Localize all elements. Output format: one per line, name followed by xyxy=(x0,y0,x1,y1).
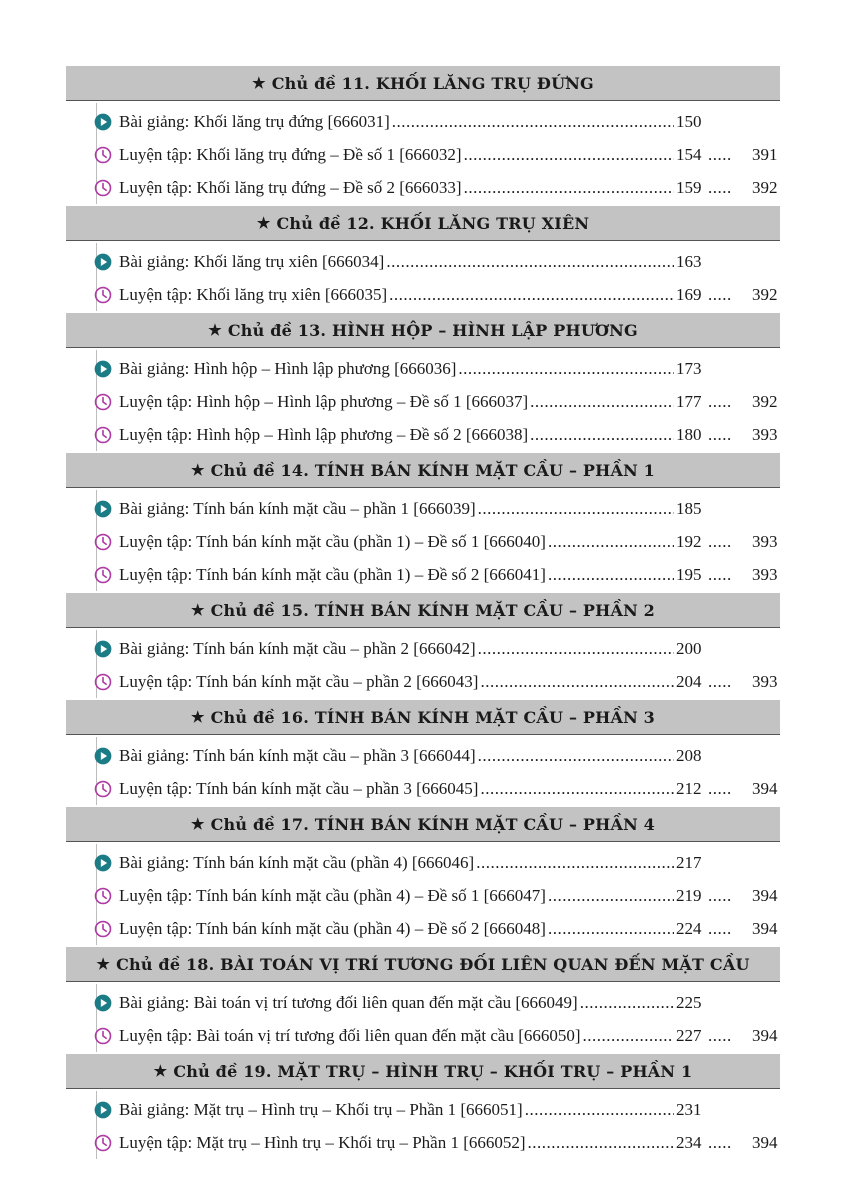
answer-dot-leader: ..... xyxy=(708,144,732,164)
toc-entry[interactable] xyxy=(66,632,780,665)
page-number: 219 xyxy=(676,885,702,905)
dot-leader xyxy=(530,392,674,412)
dot-leader xyxy=(478,499,674,519)
section-header xyxy=(66,313,780,348)
section-entries xyxy=(66,628,780,700)
section-title: Chủ đề 18. BÀI TOÁN VỊ TRÍ TƯƠNG ĐỐI LIÊN QUAN ĐẾN MẶT CẦU xyxy=(116,954,750,974)
answer-dot-leader: ..... xyxy=(708,424,732,444)
star-icon: ★ xyxy=(256,214,271,232)
section-title: Chủ đề 13. HÌNH HỘP – HÌNH LẬP PHƯƠNG xyxy=(227,320,638,340)
entry-title: Bài giảng: Tính bán kính mặt cầu – phần 2 [666042] xyxy=(119,638,476,658)
dot-leader xyxy=(464,145,674,165)
answer-dot-leader: ..... xyxy=(708,1025,732,1045)
dot-leader xyxy=(478,746,674,766)
clock-icon xyxy=(94,887,112,905)
toc-entry[interactable] xyxy=(66,912,780,945)
answer-page-number: 393 xyxy=(752,424,778,444)
dot-leader xyxy=(389,285,674,305)
page-number: 225 xyxy=(676,992,702,1012)
clock-icon xyxy=(94,920,112,938)
dot-leader xyxy=(530,425,674,445)
page-number: 150 xyxy=(676,111,702,131)
dot-leader xyxy=(458,359,674,379)
dot-leader xyxy=(548,919,674,939)
toc-entry[interactable] xyxy=(66,352,780,385)
answer-dot-leader: ..... xyxy=(708,778,732,798)
answer-dot-leader: ..... xyxy=(708,1132,732,1152)
answer-dot-leader: ..... xyxy=(708,177,732,197)
entry-title: Luyện tập: Bài toán vị trí tương đối liên quan đến mặt cầu [666050] xyxy=(119,1025,581,1045)
clock-icon xyxy=(94,780,112,798)
section-entries xyxy=(66,101,780,206)
section-header xyxy=(66,700,780,735)
answer-page-number: 392 xyxy=(752,177,778,197)
entry-title: Luyện tập: Tính bán kính mặt cầu (phần 1) – Đề số 2 [666041] xyxy=(119,564,546,584)
clock-icon xyxy=(94,1134,112,1152)
page-number: 180 xyxy=(676,424,702,444)
star-icon: ★ xyxy=(190,461,205,479)
star-icon: ★ xyxy=(190,708,205,726)
dot-leader xyxy=(464,178,674,198)
answer-dot-leader: ..... xyxy=(708,564,732,584)
toc-entry[interactable] xyxy=(66,278,780,311)
dot-leader xyxy=(525,1100,674,1120)
dot-leader xyxy=(476,853,674,873)
answer-page-number: 394 xyxy=(752,885,778,905)
page-number: 177 xyxy=(676,391,702,411)
answer-page-number: 393 xyxy=(752,531,778,551)
play-circle-icon xyxy=(94,360,112,378)
dot-leader xyxy=(528,1133,674,1153)
answer-dot-leader: ..... xyxy=(708,671,732,691)
section-title: Chủ đề 15. TÍNH BÁN KÍNH MẶT CẦU – PHẦN 2 xyxy=(210,600,656,620)
section-header xyxy=(66,807,780,842)
entry-title: Bài giảng: Tính bán kính mặt cầu (phần 4) [666046] xyxy=(119,852,475,872)
toc-entry[interactable] xyxy=(66,665,780,698)
dot-leader xyxy=(392,112,674,132)
star-icon: ★ xyxy=(208,321,222,339)
entry-title: Luyện tập: Tính bán kính mặt cầu – phần 3 [666045] xyxy=(119,778,479,798)
clock-icon xyxy=(94,179,112,197)
section-header xyxy=(66,66,780,101)
clock-icon xyxy=(94,673,112,691)
answer-page-number: 394 xyxy=(752,918,778,938)
entry-title: Luyện tập: Hình hộp – Hình lập phương – Đề số 1 [666037] xyxy=(119,391,529,411)
section-header xyxy=(66,947,780,982)
entry-title: Bài giảng: Bài toán vị trí tương đối liên quan đến mặt cầu [666049] xyxy=(119,992,578,1012)
star-icon: ★ xyxy=(190,815,205,833)
play-circle-icon xyxy=(94,253,112,271)
star-icon: ★ xyxy=(190,601,205,619)
toc-entry[interactable] xyxy=(66,986,780,1019)
entry-title: Luyện tập: Khối lăng trụ đứng – Đề số 2 [666033] xyxy=(119,177,462,197)
section-title: Chủ đề 11. KHỐI LĂNG TRỤ ĐỨNG xyxy=(271,73,594,93)
page-number: 208 xyxy=(676,745,702,765)
answer-page-number: 394 xyxy=(752,778,778,798)
dot-leader xyxy=(548,565,674,585)
toc-entry[interactable] xyxy=(66,1019,780,1052)
toc-entry[interactable] xyxy=(66,846,780,879)
answer-dot-leader: ..... xyxy=(708,918,732,938)
page-number: 173 xyxy=(676,358,702,378)
page-number: 163 xyxy=(676,251,702,271)
dot-leader xyxy=(480,672,674,692)
section-entries xyxy=(66,1089,780,1161)
toc-entry[interactable] xyxy=(66,525,780,558)
answer-dot-leader: ..... xyxy=(708,531,732,551)
toc-entry[interactable] xyxy=(66,138,780,171)
entry-title: Bài giảng: Tính bán kính mặt cầu – phần 3 [666044] xyxy=(119,745,476,765)
answer-dot-leader: ..... xyxy=(708,284,732,304)
page-number: 234 xyxy=(676,1132,702,1152)
page-number: 217 xyxy=(676,852,702,872)
play-circle-icon xyxy=(94,113,112,131)
answer-page-number: 393 xyxy=(752,564,778,584)
section-title: Chủ đề 14. TÍNH BÁN KÍNH MẶT CẦU – PHẦN 1 xyxy=(210,460,656,480)
page-number: 185 xyxy=(676,498,702,518)
section-entries xyxy=(66,735,780,807)
page-number: 224 xyxy=(676,918,702,938)
entry-title: Luyện tập: Khối lăng trụ đứng – Đề số 1 [666032] xyxy=(119,144,462,164)
section-entries xyxy=(66,241,780,313)
dot-leader xyxy=(548,532,674,552)
section-entries xyxy=(66,348,780,453)
entry-title: Luyện tập: Tính bán kính mặt cầu (phần 4) – Đề số 1 [666047] xyxy=(119,885,546,905)
answer-page-number: 394 xyxy=(752,1025,778,1045)
entry-title: Bài giảng: Khối lăng trụ đứng [666031] xyxy=(119,111,390,131)
page-number: 159 xyxy=(676,177,702,197)
page-number: 192 xyxy=(676,531,702,551)
answer-page-number: 392 xyxy=(752,284,778,304)
section-title: Chủ đề 12. KHỐI LĂNG TRỤ XIÊN xyxy=(276,213,590,233)
entry-title: Luyện tập: Tính bán kính mặt cầu (phần 4) – Đề số 2 [666048] xyxy=(119,918,546,938)
toc-entry[interactable] xyxy=(66,418,780,451)
section-entries xyxy=(66,488,780,593)
toc-entry[interactable] xyxy=(66,772,780,805)
toc-entry[interactable] xyxy=(66,492,780,525)
section-entries xyxy=(66,842,780,947)
section-header xyxy=(66,593,780,628)
play-circle-icon xyxy=(94,747,112,765)
dot-leader xyxy=(386,252,674,272)
star-icon: ★ xyxy=(96,955,111,973)
section-header xyxy=(66,453,780,488)
answer-page-number: 394 xyxy=(752,1132,778,1152)
toc-entry[interactable] xyxy=(66,739,780,772)
play-circle-icon xyxy=(94,500,112,518)
clock-icon xyxy=(94,533,112,551)
answer-page-number: 391 xyxy=(752,144,778,164)
play-circle-icon xyxy=(94,640,112,658)
toc-entry[interactable] xyxy=(66,171,780,204)
dot-leader xyxy=(478,639,674,659)
answer-page-number: 393 xyxy=(752,671,778,691)
entry-title: Luyện tập: Tính bán kính mặt cầu (phần 1) – Đề số 1 [666040] xyxy=(119,531,546,551)
entry-title: Bài giảng: Mặt trụ – Hình trụ – Khối trụ – Phần 1 [666051] xyxy=(119,1099,523,1119)
dot-leader xyxy=(583,1026,674,1046)
section-title: Chủ đề 16. TÍNH BÁN KÍNH MẶT CẦU – PHẦN 3 xyxy=(210,707,656,727)
table-of-contents xyxy=(66,66,780,1161)
entry-title: Bài giảng: Tính bán kính mặt cầu – phần 1 [666039] xyxy=(119,498,476,518)
answer-dot-leader: ..... xyxy=(708,391,732,411)
page-number: 169 xyxy=(676,284,702,304)
clock-icon xyxy=(94,393,112,411)
section-header xyxy=(66,206,780,241)
dot-leader xyxy=(480,779,674,799)
page-number: 204 xyxy=(676,671,702,691)
entry-title: Luyện tập: Mặt trụ – Hình trụ – Khối trụ – Phần 1 [666052] xyxy=(119,1132,526,1152)
clock-icon xyxy=(94,426,112,444)
entry-title: Luyện tập: Khối lăng trụ xiên [666035] xyxy=(119,284,388,304)
toc-entry[interactable] xyxy=(66,245,780,278)
toc-entry[interactable] xyxy=(66,105,780,138)
toc-entry[interactable] xyxy=(66,1093,780,1126)
answer-page-number: 392 xyxy=(752,391,778,411)
clock-icon xyxy=(94,1027,112,1045)
entry-title: Bài giảng: Khối lăng trụ xiên [666034] xyxy=(119,251,385,271)
star-icon: ★ xyxy=(252,74,266,92)
entry-title: Bài giảng: Hình hộp – Hình lập phương [666036] xyxy=(119,358,457,378)
answer-dot-leader: ..... xyxy=(708,885,732,905)
page-number: 154 xyxy=(676,144,702,164)
entry-title: Luyện tập: Hình hộp – Hình lập phương – Đề số 2 [666038] xyxy=(119,424,529,444)
dot-leader xyxy=(580,993,674,1013)
play-circle-icon xyxy=(94,854,112,872)
page-number: 231 xyxy=(676,1099,702,1119)
dot-leader xyxy=(548,886,674,906)
play-circle-icon xyxy=(94,994,112,1012)
clock-icon xyxy=(94,146,112,164)
entry-title: Luyện tập: Tính bán kính mặt cầu – phần 2 [666043] xyxy=(119,671,479,691)
section-title: Chủ đề 17. TÍNH BÁN KÍNH MẶT CẦU – PHẦN 4 xyxy=(210,814,656,834)
page-number: 200 xyxy=(676,638,702,658)
section-header xyxy=(66,1054,780,1089)
toc-entry[interactable] xyxy=(66,385,780,418)
clock-icon xyxy=(94,286,112,304)
page-number: 195 xyxy=(676,564,702,584)
toc-entry[interactable] xyxy=(66,1126,780,1159)
star-icon: ★ xyxy=(153,1062,168,1080)
section-entries xyxy=(66,982,780,1054)
toc-entry[interactable] xyxy=(66,879,780,912)
page-number: 227 xyxy=(676,1025,702,1045)
toc-entry[interactable] xyxy=(66,558,780,591)
clock-icon xyxy=(94,566,112,584)
page-number: 212 xyxy=(676,778,702,798)
play-circle-icon xyxy=(94,1101,112,1119)
section-title: Chủ đề 19. MẶT TRỤ – HÌNH TRỤ – KHỐI TRỤ – PHẦN 1 xyxy=(173,1061,693,1081)
